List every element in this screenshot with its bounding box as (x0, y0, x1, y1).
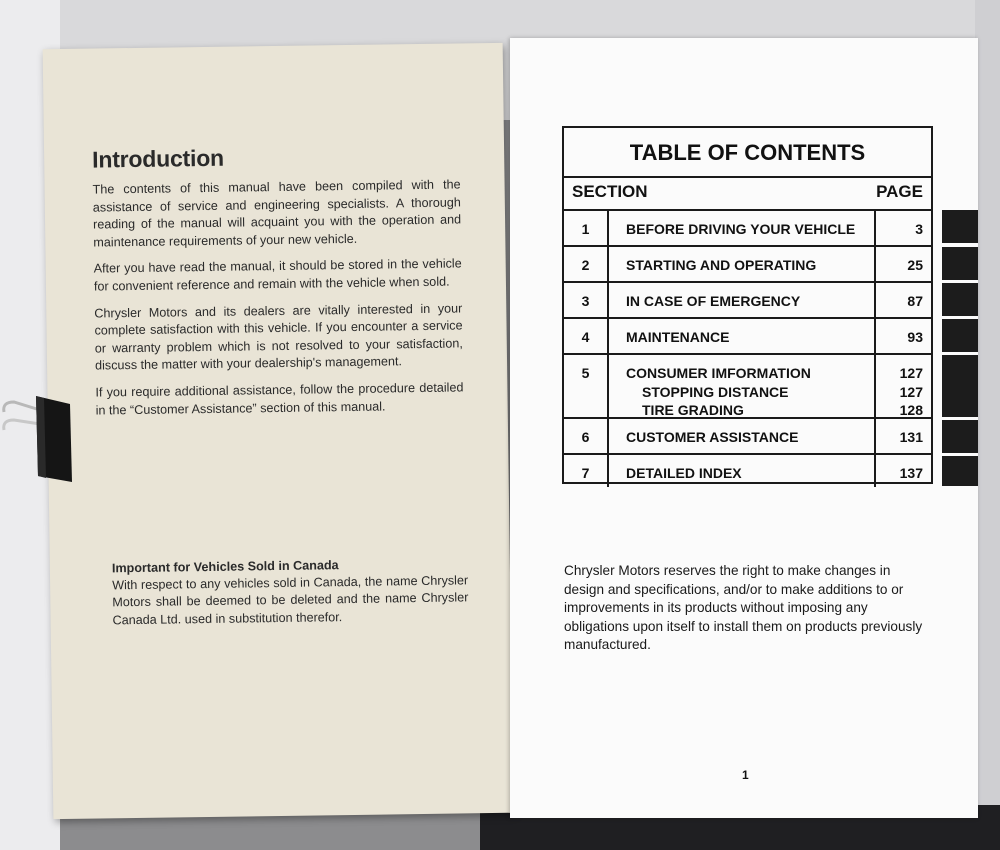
toc-section-number: 3 (564, 283, 609, 317)
toc-section-title: BEFORE DRIVING YOUR VEHICLE (626, 221, 856, 237)
page-column-header: PAGE (876, 182, 923, 201)
disclaimer-text: Chrysler Motors reserves the right to make changes in design and specifications, and/or to make additions to or improvements in its products without imposing any obligations upon itself to install them on products previously manufactured. (564, 563, 923, 653)
canada-heading: Important for Vehicles Sold in Canada (111, 558, 339, 576)
toc-section-number: 4 (564, 319, 609, 353)
toc-page-number: 3 (874, 211, 931, 245)
section-tab-marker (942, 283, 978, 316)
background-edge (975, 0, 1000, 810)
toc-page-number: 93 (874, 319, 931, 353)
toc-rows (564, 209, 931, 487)
toc-section-title: CUSTOMER ASSISTANCE (626, 429, 799, 445)
right-page (510, 38, 978, 818)
toc-section-number: 6 (564, 419, 609, 453)
page-number: 1 (742, 768, 749, 782)
binder-clip-icon (0, 390, 90, 490)
toc-row[interactable] (564, 353, 931, 417)
toc-page-number: 127 (874, 355, 931, 417)
toc-section-title: STARTING AND OPERATING (626, 257, 817, 273)
canada-text: With respect to any vehicles sold in Canada, the name Chrysler Motors shall be deemed to be deleted and the name Chrysler Canada Ltd. used in substitution therefor. (112, 573, 469, 628)
toc-row[interactable] (564, 317, 931, 353)
toc-page-number: 25 (874, 247, 931, 281)
toc-section-title: IN CASE OF EMERGENCY (626, 293, 801, 309)
toc-section-number: 5 (564, 355, 609, 417)
intro-paragraph: After you have read the manual, it should be stored in the vehicle for convenient reference and remain with the vehicle when sold. (93, 256, 462, 294)
toc-subsection-title: TIRE GRADING (642, 402, 744, 418)
toc-section-number: 7 (564, 455, 609, 487)
canada-notice (112, 555, 469, 629)
section-tab-marker (942, 420, 978, 453)
toc-section-number: 2 (564, 247, 609, 281)
toc-subsection-page: 128 (899, 402, 923, 418)
toc-row[interactable] (564, 453, 931, 487)
section-tab-marker (942, 210, 978, 243)
section-column-header: SECTION (572, 182, 648, 201)
toc-title: TABLE OF CONTENTS (564, 128, 931, 178)
toc-subsection-title: STOPPING DISTANCE (642, 384, 789, 400)
intro-paragraph: The contents of this manual have been compiled with the assistance of service and engineering specialists. A thorough reading of the manual will acquaint you with the operation and maintenance requirements of your new vehicle. (92, 177, 462, 250)
introduction-section (92, 141, 464, 428)
toc-row[interactable] (564, 417, 931, 453)
intro-paragraph: If you require additional assistance, follow the procedure detailed in the “Customer Assistance” section of this manual. (95, 380, 464, 418)
section-tab-marker (942, 247, 978, 280)
toc-page-number: 131 (874, 419, 931, 453)
toc-row[interactable] (564, 245, 931, 281)
toc-page-number: 87 (874, 283, 931, 317)
toc-section-title: CONSUMER IMFORMATION (626, 365, 811, 381)
toc-section-number: 1 (564, 211, 609, 245)
toc-subsection-page: 127 (899, 384, 923, 400)
left-page (43, 43, 514, 819)
toc-section-title: DETAILED INDEX (626, 465, 742, 481)
toc-row[interactable] (564, 209, 931, 245)
toc-section-title: MAINTENANCE (626, 329, 730, 345)
table-of-contents (562, 126, 933, 484)
section-tab-marker (942, 355, 978, 417)
toc-row[interactable] (564, 281, 931, 317)
section-tab-marker (942, 319, 978, 352)
toc-page-number: 137 (874, 455, 931, 487)
intro-paragraph: Chrysler Motors and its dealers are vitally interested in your complete satisfaction with this vehicle. If you encounter a service or warranty problem which is not resolved to your satisfaction, discuss the matter with your dealership's management. (94, 300, 463, 373)
introduction-title: Introduction (92, 144, 225, 173)
section-tab-marker (942, 456, 978, 486)
